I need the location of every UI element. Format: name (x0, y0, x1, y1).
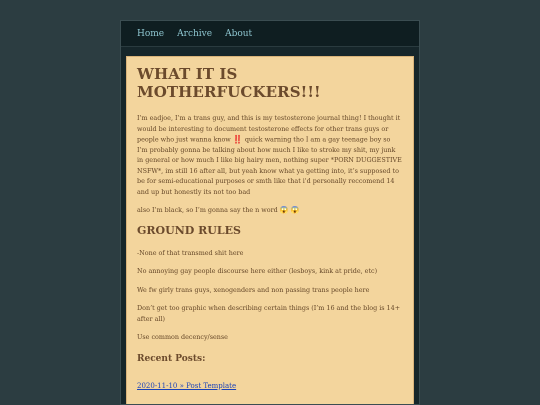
nav-about-link[interactable]: About (225, 28, 253, 39)
scream-emoji-icon: 😱 (279, 205, 289, 214)
top-navigation (121, 21, 419, 47)
note-text: also I’m black, so I’m gonna say the n word (137, 206, 278, 215)
rule-item: Don’t get too graphic when describing certain things (I’m 16 and the blog is 14+ after all) (137, 304, 401, 323)
rule-item: No annoying gay people discourse here either (lesboys, kink at pride, etc) (137, 267, 378, 276)
rule-item: -None of that transmed shit here (137, 248, 244, 257)
intro-text-start: I’m eadjoe, I’m a trans guy, and this is my testosterone journal thing! I thought it would be interesting to document testosterone effects for other trans guys or people who just wanna know (137, 114, 401, 144)
scream-emoji-icon-2: 😱 (290, 205, 300, 214)
intro-text-end: quick warning tho I am a gay teenage boy so I’m probably gonna be talking about how much I like to stroke my shit, my junk in general or how much I like big hairy men, nothing super *PORN DUGGESTIVE NSFW*, im still 16 after all, but yeah know what ya getting into, it’s supposed to be for semi-educational purposes or smth like that i'd personally reccomend 14 and up but honestly its not too bad (137, 135, 402, 196)
ground-rules-heading: GROUND RULES (137, 223, 241, 237)
nav-archive-link[interactable]: Archive (177, 28, 213, 39)
post-link[interactable]: 2020-11-10 » Post Template (137, 381, 237, 390)
rule-item: Use common decency/sense (137, 333, 228, 342)
main-content (126, 56, 414, 405)
nav-home-link[interactable]: Home (137, 28, 165, 39)
intro-paragraph (137, 113, 403, 197)
page-title: WHAT IT IS MOTHERFUCKERS!!! (137, 65, 321, 101)
double-exclamation-icon: ‼️ (232, 134, 243, 144)
note-paragraph (137, 205, 403, 216)
recent-posts-heading: Recent Posts: (137, 353, 206, 364)
rule-item: We fw girly trans guys, xenogenders and non passing trans people here (137, 285, 370, 294)
blog-frame (120, 20, 420, 405)
